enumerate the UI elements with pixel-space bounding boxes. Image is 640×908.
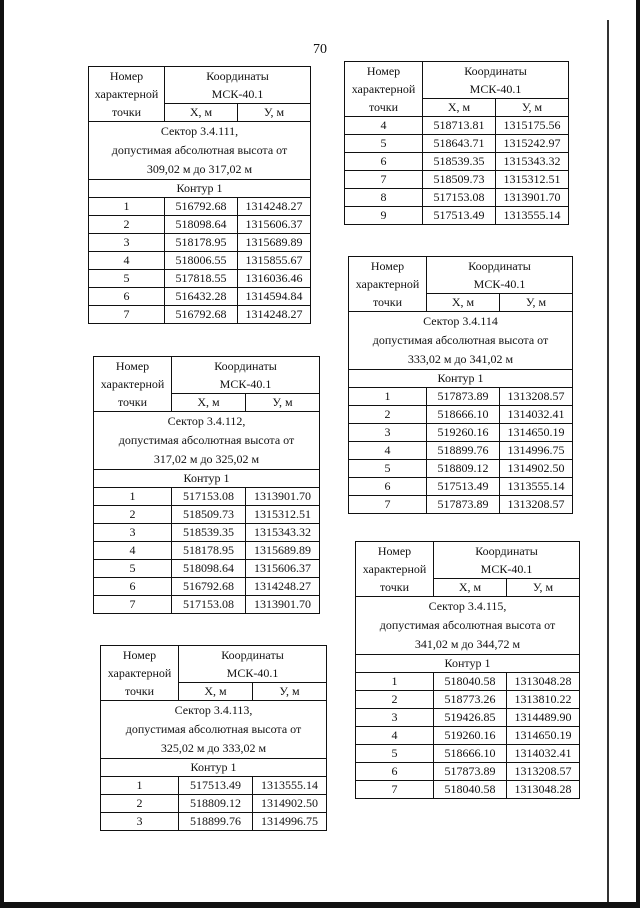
header-point-line: Номер xyxy=(115,359,150,373)
y-value: 1314594.84 xyxy=(238,288,311,306)
sector-allowed: допустимая абсолютная высота от xyxy=(372,333,549,347)
point-num: 1 xyxy=(89,198,165,216)
x-value: 518040.58 xyxy=(434,781,507,799)
header-point-line: характерной xyxy=(355,277,420,291)
table-row xyxy=(345,207,569,225)
header-coords-cell xyxy=(172,357,320,394)
x-value: 518666.10 xyxy=(434,745,507,763)
header-point-cell xyxy=(101,646,179,701)
y-value: 1315606.37 xyxy=(246,560,320,578)
table-row xyxy=(349,424,573,442)
contour-label: Контур 1 xyxy=(94,470,320,488)
table-row xyxy=(349,442,573,460)
point-num: 5 xyxy=(345,135,423,153)
header-coords-line: Координаты xyxy=(206,69,269,83)
header-coords-line: МСК-40.1 xyxy=(219,377,272,391)
table-row xyxy=(345,189,569,207)
x-value: 518809.12 xyxy=(427,460,500,478)
x-value: 518899.76 xyxy=(427,442,500,460)
table-row xyxy=(349,388,573,406)
y-value: 1313208.57 xyxy=(500,388,573,406)
point-num: 3 xyxy=(356,709,434,727)
point-num: 5 xyxy=(89,270,165,288)
contour-label: Контур 1 xyxy=(89,180,311,198)
table-row xyxy=(345,153,569,171)
y-value: 1314996.75 xyxy=(500,442,573,460)
point-num: 2 xyxy=(101,795,179,813)
scan-border-bottom xyxy=(0,902,640,908)
sector-caption xyxy=(89,122,311,180)
table-row xyxy=(349,460,573,478)
table-row xyxy=(94,524,320,542)
sector-title: Сектор 3.4.112, xyxy=(167,414,246,428)
x-value: 516432.28 xyxy=(165,288,238,306)
x-value: 517513.49 xyxy=(179,777,253,795)
x-value: 518098.64 xyxy=(165,216,238,234)
y-value: 1314248.27 xyxy=(238,198,311,216)
y-value: 1313048.28 xyxy=(507,673,580,691)
point-num: 7 xyxy=(345,171,423,189)
header-x: X, м xyxy=(165,104,238,122)
header-coords-line: Координаты xyxy=(475,544,538,558)
point-num: 6 xyxy=(356,763,434,781)
header-x: X, м xyxy=(172,394,246,412)
header-point-cell xyxy=(349,257,427,312)
table-row xyxy=(89,288,311,306)
y-value: 1314650.19 xyxy=(500,424,573,442)
header-coords-cell xyxy=(179,646,327,683)
y-value: 1314902.50 xyxy=(253,795,327,813)
table-row xyxy=(94,596,320,614)
y-value: 1314489.90 xyxy=(507,709,580,727)
header-y: У, м xyxy=(253,683,327,701)
y-value: 1313208.57 xyxy=(507,763,580,781)
header-point-line: точки xyxy=(368,100,399,114)
header-y: У, м xyxy=(238,104,311,122)
y-value: 1313901.70 xyxy=(496,189,569,207)
header-point-line: Номер xyxy=(366,64,401,78)
table-row xyxy=(356,781,580,799)
header-point-line: характерной xyxy=(362,562,427,576)
header-y: У, м xyxy=(500,294,573,312)
x-value: 517513.49 xyxy=(423,207,496,225)
x-value: 517153.08 xyxy=(423,189,496,207)
coord-table-3-4-113 xyxy=(100,645,327,831)
x-value: 518539.35 xyxy=(172,524,246,542)
point-num: 1 xyxy=(101,777,179,795)
header-coords-line: МСК-40.1 xyxy=(480,562,533,576)
y-value: 1313555.14 xyxy=(496,207,569,225)
table-row xyxy=(89,198,311,216)
scan-border-left xyxy=(0,0,4,908)
point-num: 3 xyxy=(101,813,179,831)
y-value: 1315175.56 xyxy=(496,117,569,135)
y-value: 1313901.70 xyxy=(246,596,320,614)
coord-table-3-4-112 xyxy=(93,356,320,614)
sector-allowed: допустимая абсолютная высота от xyxy=(111,143,288,157)
y-value: 1314996.75 xyxy=(253,813,327,831)
x-value: 517153.08 xyxy=(172,596,246,614)
x-value: 519260.16 xyxy=(427,424,500,442)
header-coords-line: Координаты xyxy=(464,64,527,78)
sector-caption xyxy=(94,412,320,470)
y-value: 1315343.32 xyxy=(496,153,569,171)
header-point-line: характерной xyxy=(351,82,416,96)
point-num: 2 xyxy=(349,406,427,424)
x-value: 518178.95 xyxy=(172,542,246,560)
table-row xyxy=(89,270,311,288)
table-row xyxy=(89,306,311,324)
sector-allowed: допустимая абсолютная высота от xyxy=(379,618,556,632)
y-value: 1314032.41 xyxy=(500,406,573,424)
contour-label: Контур 1 xyxy=(349,370,573,388)
point-num: 7 xyxy=(89,306,165,324)
x-value: 516792.68 xyxy=(165,198,238,216)
header-point-line: точки xyxy=(111,105,142,119)
sector-range: 325,02 м до 333,02 м xyxy=(160,741,267,755)
table-row xyxy=(94,542,320,560)
x-value: 517873.89 xyxy=(427,496,500,514)
x-value: 518809.12 xyxy=(179,795,253,813)
x-value: 516792.68 xyxy=(172,578,246,596)
sector-range: 317,02 м до 325,02 м xyxy=(153,452,260,466)
table-row xyxy=(345,135,569,153)
table-row xyxy=(89,234,311,252)
contour-label: Контур 1 xyxy=(356,655,580,673)
table-row xyxy=(101,813,327,831)
y-value: 1314032.41 xyxy=(507,745,580,763)
x-value: 517818.55 xyxy=(165,270,238,288)
y-value: 1315312.51 xyxy=(496,171,569,189)
sector-title: Сектор 3.4.114 xyxy=(423,314,498,328)
table-row xyxy=(94,488,320,506)
x-value: 518098.64 xyxy=(172,560,246,578)
sector-allowed: допустимая абсолютная высота от xyxy=(125,722,302,736)
header-point-cell xyxy=(89,67,165,122)
point-num: 6 xyxy=(89,288,165,306)
x-value: 518713.81 xyxy=(423,117,496,135)
point-num: 2 xyxy=(356,691,434,709)
point-num: 4 xyxy=(356,727,434,745)
point-num: 4 xyxy=(89,252,165,270)
x-value: 517153.08 xyxy=(172,488,246,506)
x-value: 516792.68 xyxy=(165,306,238,324)
sector-allowed: допустимая абсолютная высота от xyxy=(118,433,295,447)
table-row xyxy=(89,216,311,234)
table-row xyxy=(345,117,569,135)
scan-border-right xyxy=(636,0,640,908)
x-value: 518666.10 xyxy=(427,406,500,424)
coord-table-3-4-114 xyxy=(348,256,573,514)
header-coords-cell xyxy=(423,62,569,99)
x-value: 518006.55 xyxy=(165,252,238,270)
header-y: У, м xyxy=(507,579,580,597)
point-num: 2 xyxy=(89,216,165,234)
table-row xyxy=(356,709,580,727)
header-coords-line: МСК-40.1 xyxy=(473,277,526,291)
y-value: 1315343.32 xyxy=(246,524,320,542)
point-num: 5 xyxy=(349,460,427,478)
header-coords-line: Координаты xyxy=(468,259,531,273)
header-point-line: Номер xyxy=(377,544,412,558)
x-value: 517873.89 xyxy=(427,388,500,406)
y-value: 1313208.57 xyxy=(500,496,573,514)
y-value: 1314650.19 xyxy=(507,727,580,745)
header-point-line: Номер xyxy=(109,69,144,83)
coord-table-3-4-111 xyxy=(88,66,311,324)
point-num: 7 xyxy=(349,496,427,514)
contour-label: Контур 1 xyxy=(101,759,327,777)
header-coords-cell xyxy=(165,67,311,104)
header-coords-line: Координаты xyxy=(221,648,284,662)
table-row xyxy=(349,496,573,514)
header-coords-line: МСК-40.1 xyxy=(469,82,522,96)
point-num: 6 xyxy=(349,478,427,496)
x-value: 518899.76 xyxy=(179,813,253,831)
sector-range: 333,02 м до 341,02 м xyxy=(407,352,514,366)
x-value: 519426.85 xyxy=(434,709,507,727)
point-num: 3 xyxy=(89,234,165,252)
x-value: 517873.89 xyxy=(434,763,507,781)
table-row xyxy=(345,171,569,189)
x-value: 518509.73 xyxy=(172,506,246,524)
sector-range: 341,02 м до 344,72 м xyxy=(414,637,521,651)
header-coords-line: Координаты xyxy=(214,359,277,373)
point-num: 7 xyxy=(356,781,434,799)
point-num: 1 xyxy=(94,488,172,506)
table-row xyxy=(101,795,327,813)
point-num: 4 xyxy=(345,117,423,135)
header-point-line: характерной xyxy=(107,666,172,680)
page-number: 70 xyxy=(313,42,327,57)
header-coords-line: МСК-40.1 xyxy=(226,666,279,680)
header-point-line: точки xyxy=(117,395,148,409)
table-row xyxy=(356,691,580,709)
table-row xyxy=(356,727,580,745)
header-point-line: характерной xyxy=(100,377,165,391)
point-num: 4 xyxy=(349,442,427,460)
point-num: 3 xyxy=(94,524,172,542)
header-x: X, м xyxy=(427,294,500,312)
table-row xyxy=(89,252,311,270)
header-x: X, м xyxy=(179,683,253,701)
x-value: 518509.73 xyxy=(423,171,496,189)
scan-fold-line xyxy=(607,20,609,908)
header-x: X, м xyxy=(423,99,496,117)
x-value: 519260.16 xyxy=(434,727,507,745)
y-value: 1315689.89 xyxy=(238,234,311,252)
coord-table-3-4-113-continued xyxy=(344,61,569,225)
point-num: 9 xyxy=(345,207,423,225)
y-value: 1315855.67 xyxy=(238,252,311,270)
x-value: 518539.35 xyxy=(423,153,496,171)
y-value: 1313810.22 xyxy=(507,691,580,709)
point-num: 1 xyxy=(356,673,434,691)
table-row xyxy=(356,763,580,781)
point-num: 8 xyxy=(345,189,423,207)
header-point-line: Номер xyxy=(370,259,405,273)
table-row xyxy=(94,560,320,578)
point-num: 5 xyxy=(94,560,172,578)
y-value: 1313555.14 xyxy=(253,777,327,795)
coord-table-3-4-115 xyxy=(355,541,580,799)
sector-title: Сектор 3.4.115, xyxy=(428,599,507,613)
y-value: 1315242.97 xyxy=(496,135,569,153)
header-point-line: точки xyxy=(124,684,155,698)
header-x: X, м xyxy=(434,579,507,597)
y-value: 1314902.50 xyxy=(500,460,573,478)
y-value: 1313048.28 xyxy=(507,781,580,799)
y-value: 1315689.89 xyxy=(246,542,320,560)
header-point-cell xyxy=(356,542,434,597)
y-value: 1316036.46 xyxy=(238,270,311,288)
point-num: 6 xyxy=(94,578,172,596)
x-value: 518040.58 xyxy=(434,673,507,691)
header-point-line: точки xyxy=(379,580,410,594)
header-coords-cell xyxy=(427,257,573,294)
x-value: 518643.71 xyxy=(423,135,496,153)
header-coords-cell xyxy=(434,542,580,579)
sector-title: Сектор 3.4.113, xyxy=(174,703,253,717)
table-row xyxy=(349,406,573,424)
sector-caption xyxy=(356,597,580,655)
header-y: У, м xyxy=(496,99,569,117)
table-row xyxy=(356,673,580,691)
sector-caption xyxy=(349,312,573,370)
header-point-line: точки xyxy=(372,295,403,309)
table-row xyxy=(101,777,327,795)
header-point-line: Номер xyxy=(122,648,157,662)
table-row xyxy=(356,745,580,763)
point-num: 2 xyxy=(94,506,172,524)
header-point-line: характерной xyxy=(94,87,159,101)
point-num: 6 xyxy=(345,153,423,171)
header-coords-line: МСК-40.1 xyxy=(211,87,264,101)
y-value: 1315606.37 xyxy=(238,216,311,234)
x-value: 518773.26 xyxy=(434,691,507,709)
y-value: 1313901.70 xyxy=(246,488,320,506)
point-num: 4 xyxy=(94,542,172,560)
point-num: 5 xyxy=(356,745,434,763)
header-y: У, м xyxy=(246,394,320,412)
table-row xyxy=(94,578,320,596)
sector-title: Сектор 3.4.111, xyxy=(160,124,239,138)
y-value: 1313555.14 xyxy=(500,478,573,496)
x-value: 517513.49 xyxy=(427,478,500,496)
y-value: 1314248.27 xyxy=(238,306,311,324)
point-num: 7 xyxy=(94,596,172,614)
x-value: 518178.95 xyxy=(165,234,238,252)
y-value: 1314248.27 xyxy=(246,578,320,596)
header-point-cell xyxy=(345,62,423,117)
sector-range: 309,02 м до 317,02 м xyxy=(146,162,253,176)
point-num: 1 xyxy=(349,388,427,406)
table-row xyxy=(349,478,573,496)
sector-caption xyxy=(101,701,327,759)
y-value: 1315312.51 xyxy=(246,506,320,524)
table-row xyxy=(94,506,320,524)
header-point-cell xyxy=(94,357,172,412)
point-num: 3 xyxy=(349,424,427,442)
